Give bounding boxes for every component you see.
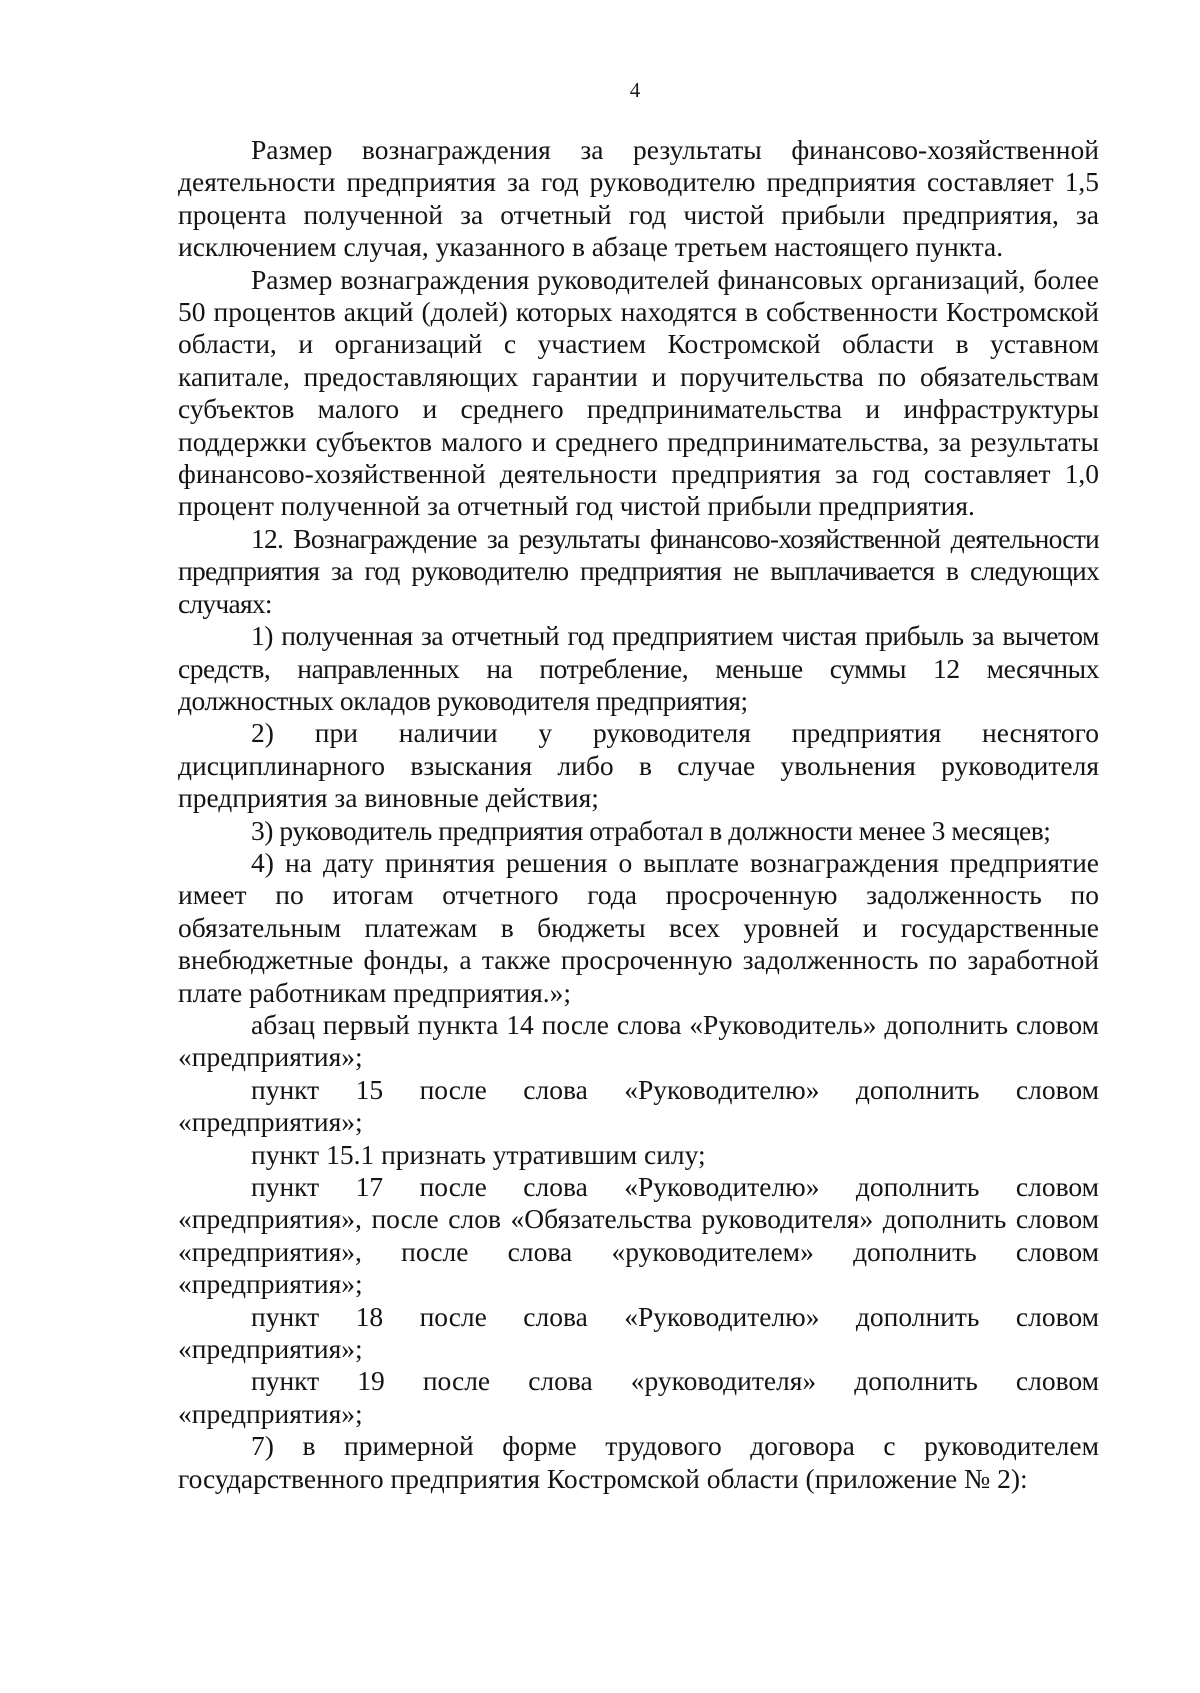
paragraph-item-18: пункт 18 после слова «Руководителю» дополнить словом «предприятия»; — [178, 1300, 1099, 1365]
paragraph-item-14: абзац первый пункта 14 после слова «Руководитель» дополнить словом «предприятия»; — [178, 1008, 1099, 1073]
paragraph-financial-orgs-reward: Размер вознаграждения руководителей финансовых организаций, более 50 процентов акций (долей) которых находятся в собственности Костромской области, и организаций с участием Костромской области в уставном капитале, предоставляющих гарантии и поручительства по обязательствам субъектов малого и среднего предпринимательства и инфраструктуры поддержки субъектов малого и среднего предпринимательства, за результаты финансово-хозяйственной деятельности предприятия за год составляет 1,0 процент полученной за отчетный год чистой прибыли предприятия. — [178, 263, 1099, 522]
paragraph-case-2: 2) при наличии у руководителя предприятия неснятого дисциплинарного взыскания либо в случае увольнения руководителя предприятия за виновные действия; — [178, 717, 1099, 814]
paragraph-item-12: 12. Вознаграждение за результаты финансово-хозяйственной деятельности предприятия за год руководителю предприятия не выплачивается в следующих случаях: — [178, 522, 1099, 619]
paragraph-case-1: 1) полученная за отчетный год предприятием чистая прибыль за вычетом средств, направленных на потребление, меньше суммы 12 месячных должностных окладов руководителя предприятия; — [178, 620, 1099, 716]
paragraph-item-17: пункт 17 после слова «Руководителю» дополнить словом «предприятия», после слов «Обязательства руководителя» дополнить словом «предприятия», после слова «руководителем» дополнить словом «предприятия»; — [178, 1171, 1099, 1300]
paragraph-item-19: пункт 19 после слова «руководителя» дополнить словом «предприятия»; — [178, 1365, 1099, 1429]
paragraph-item-15-1: пункт 15.1 признать утратившим силу; — [251, 1138, 706, 1170]
paragraph-case-4: 4) на дату принятия решения о выплате вознаграждения предприятие имеет по итогам отчетного года просроченную задолженность по обязательным платежам в бюджеты всех уровней и государственные внебюджетные фонды, а также просроченную задолженность по заработной плате работникам предприятия.»; — [178, 846, 1099, 1008]
paragraph-case-3: 3) руководитель предприятия отработал в должности менее 3 месяцев; — [251, 814, 1051, 846]
paragraph-item-15: пункт 15 после слова «Руководителю» дополнить словом «предприятия»; — [178, 1073, 1099, 1138]
paragraph-reward-size: Размер вознаграждения за результаты финансово-хозяйственной деятельности предприятия за год руководителю предприятия составляет 1,5 процента полученной за отчетный год чистой прибыли предприятия, за исключением случая, указанного в абзаце третьем настоящего пункта. — [178, 134, 1099, 263]
paragraph-item-7-contract-form: 7) в примерной форме трудового договора с руководителем государственного предприятия Костромской области (приложение № 2): — [178, 1430, 1099, 1494]
page-number: 4 — [629, 78, 641, 102]
document-body — [178, 134, 1099, 1495]
